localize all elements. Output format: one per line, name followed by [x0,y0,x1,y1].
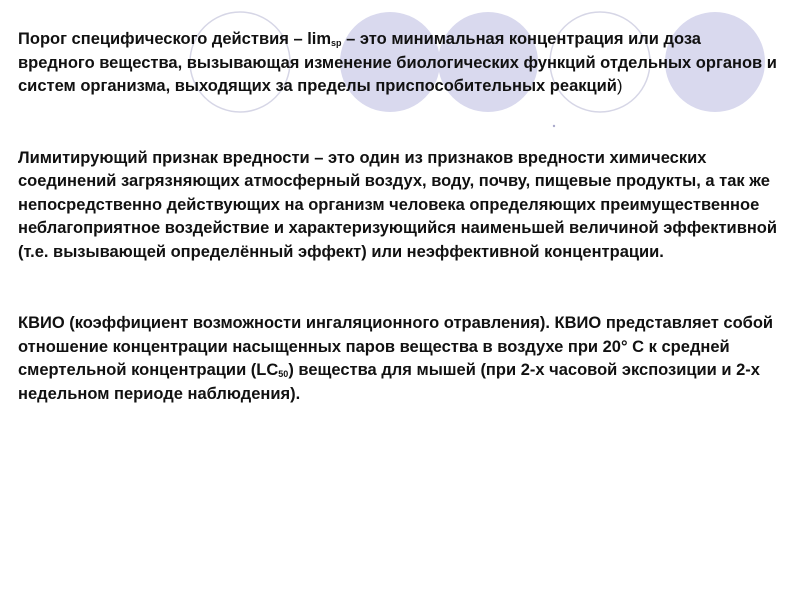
p3-text-b: ) вещества для мышей (при 2-х часовой экспозиции и 2-х недельном периоде наблюдения). [18,361,760,403]
definition-threshold [18,28,778,99]
slide-body [18,28,778,406]
p1-subscript: sp [331,38,342,48]
definition-limiting-sign [18,147,778,265]
p2-text: Лимитирующий признак вредности – это один из признаков вредности химических соединений загрязняющих атмосферный воздух, воду, почву, пищевые продукты, а так же непосредственно действующих на организм человека определяющих преимущественное неблагоприятное воздействие и характеризующийся наименьшей величиной эффективной (т.е. вызывающей определённый эффект) или неэффективной концентрации. [18,148,778,261]
p3-subscript: 50 [278,369,289,379]
p1-text-b: – это минимальная концентрация или доза вредного вещества, вызывающая изменение биологических функций отдельных органов и систем организма, выходящих за пределы приспособительных реакций [18,30,777,95]
p3-text-a: КВИО (коэффициент возможности ингаляционного отравления). КВИО представляет собой отношение концентрации насыщенных паров вещества в воздухе при 20° С к средней смертельной концентрации (LC [18,314,774,379]
p1-text-a: Порог специфического действия – lim [18,30,332,48]
definition-kvio [18,312,778,406]
p1-closing-paren: ) [616,77,623,95]
